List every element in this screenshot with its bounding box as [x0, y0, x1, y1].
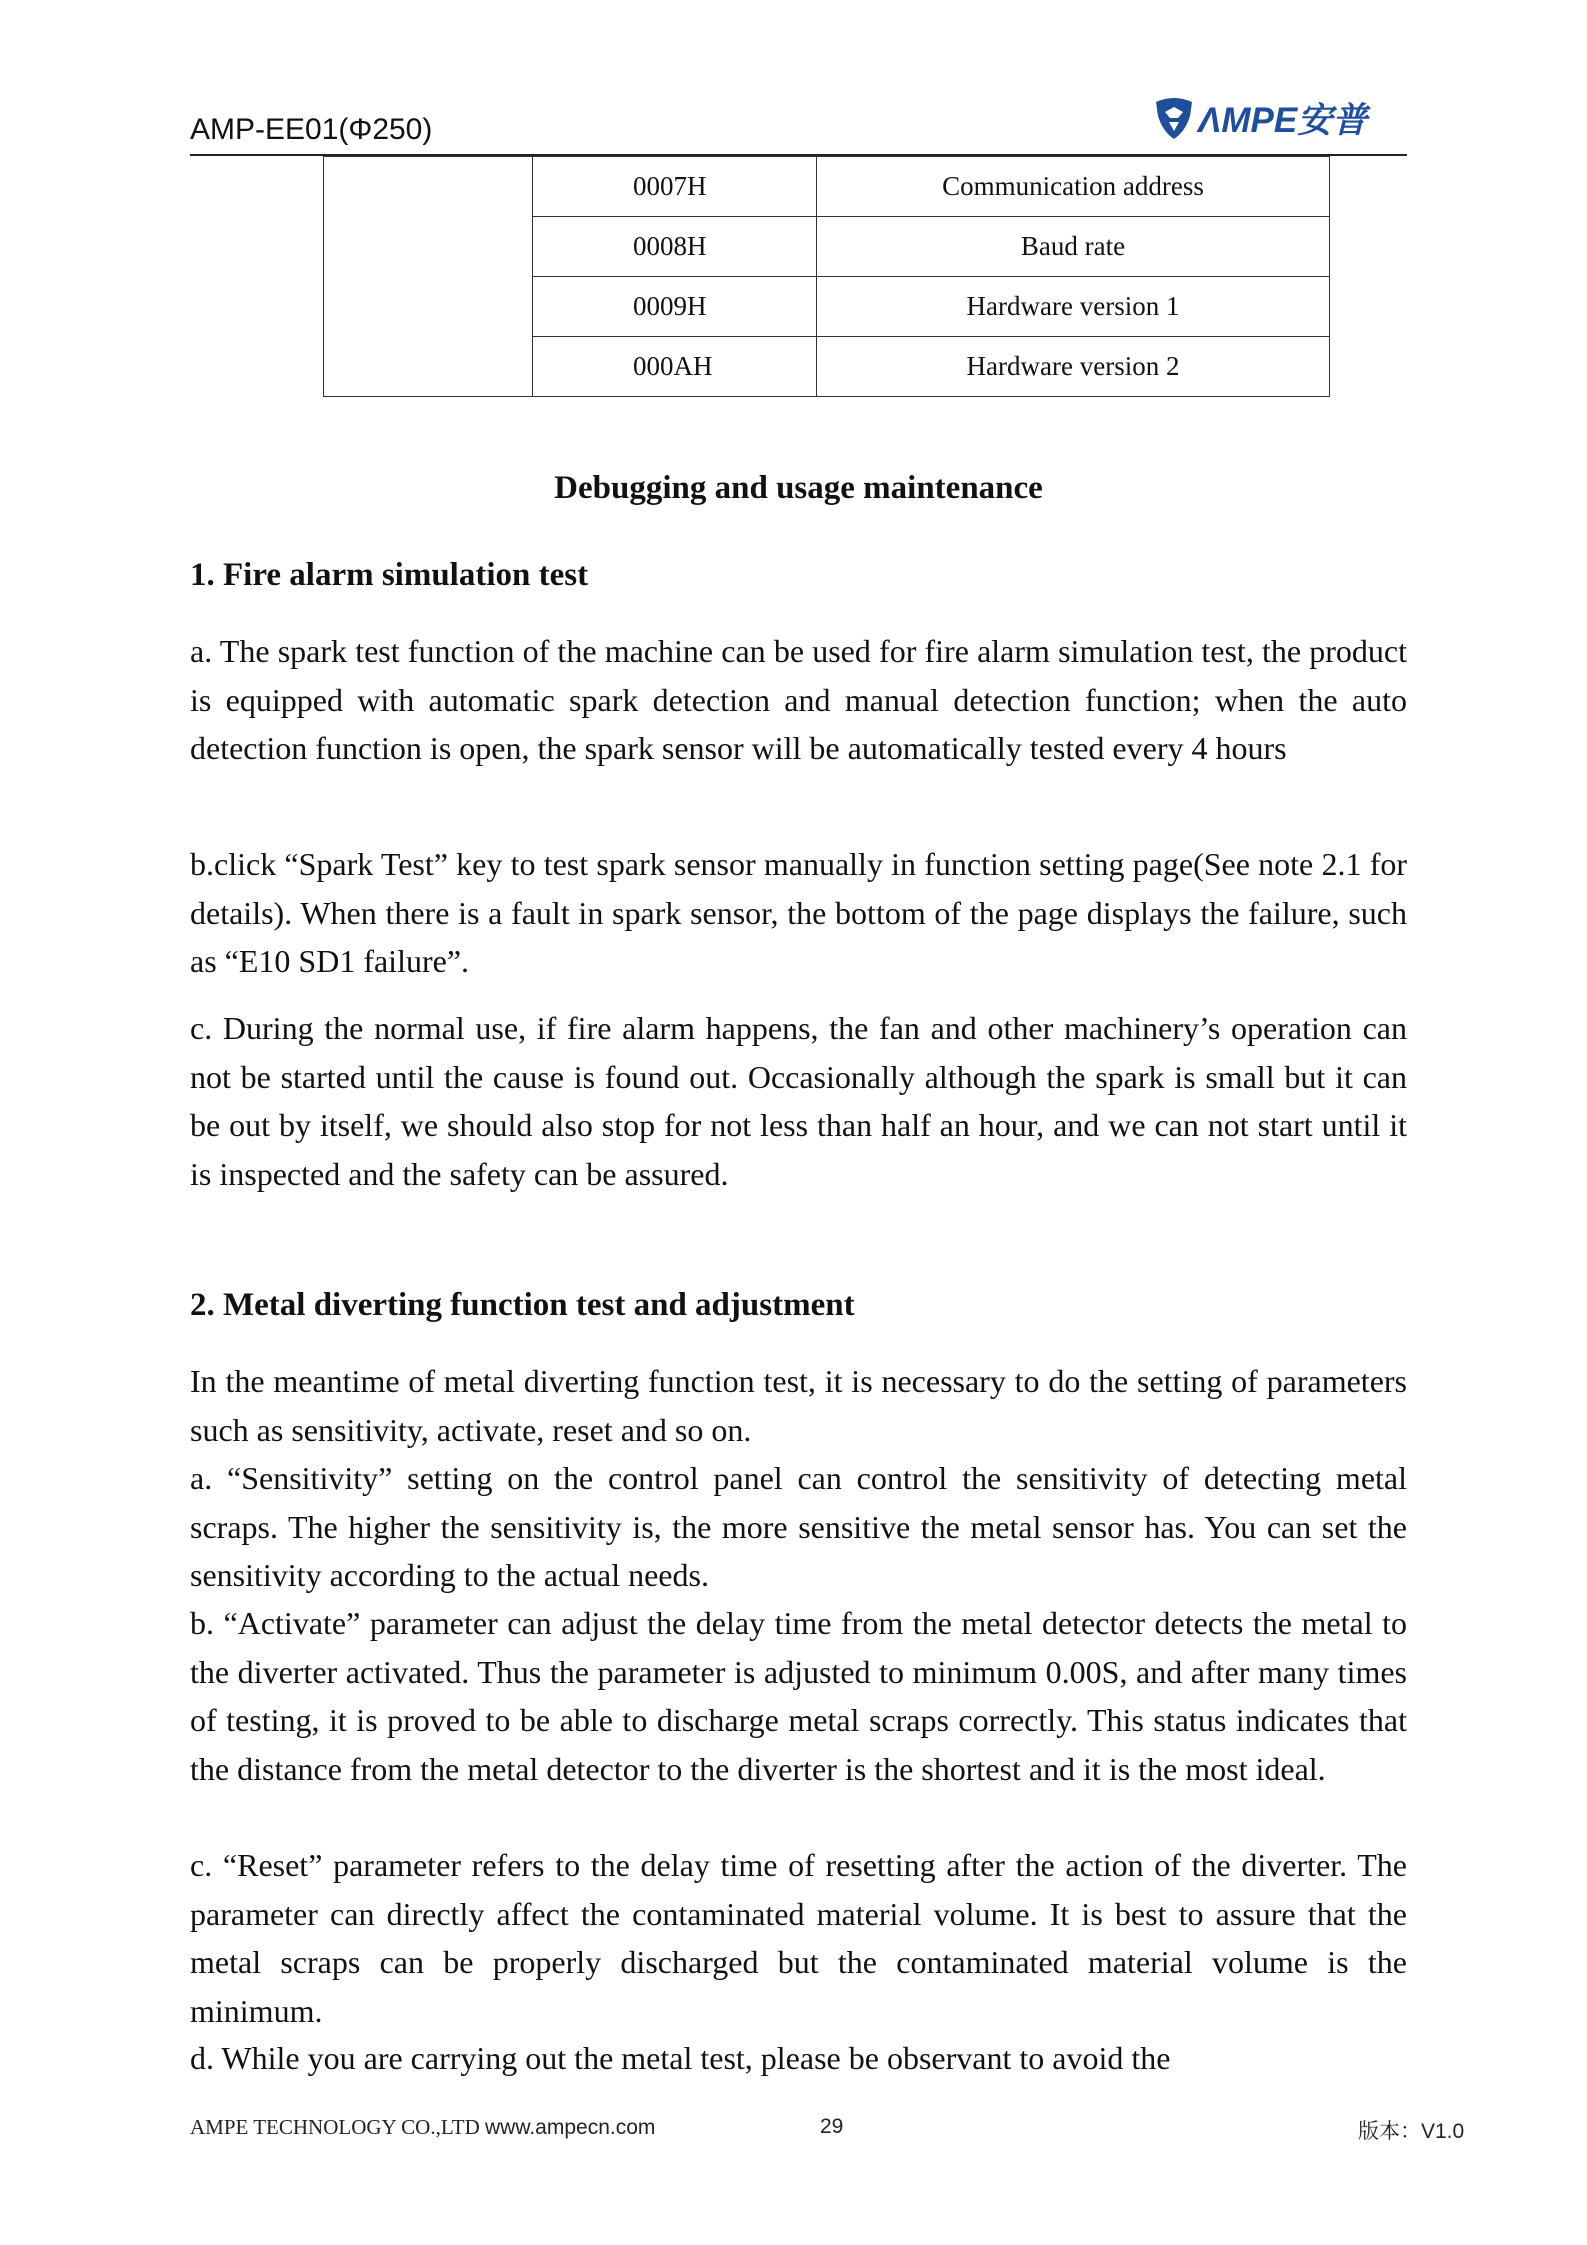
paragraph-fire-alarm-b: b.click “Spark Test” key to test spark sensor manually in function setting page(See note 2.1 for details). When there is a fault in spark sensor, the bottom of the page displays the failure, such as “E10 SD1 failure”. [190, 846, 1407, 979]
paragraph-fire-alarm-c: c. During the normal use, if fire alarm happens, the fan and other machinery’s operation can not be started until the cause is found out. Occasionally although the spark is small but it can be out by itself, we should also stop for not less than half an hour, and we can not start until it is inspected and the safety can be assured. [190, 1010, 1407, 1192]
section-heading-metal-diverting: 2. Metal diverting function test and adjustment [190, 1287, 855, 1323]
svg-text:ΛMPE安普: ΛMPE安普 [1198, 101, 1368, 140]
address-cell: 000AH [533, 337, 817, 397]
address-cell: 0008H [533, 217, 817, 277]
company-logo [1150, 92, 1390, 144]
page-number: 29 [820, 2115, 844, 2138]
header-model: AMP-EE01(Φ250) [190, 113, 433, 146]
footer-company [190, 2115, 655, 2140]
paragraph-metal-c: c. “Reset” parameter refers to the delay time of resetting after the action of the diverter. The parameter can directly affect the contaminated material volume. It is best to assure that the metal scraps can be properly discharged but the contaminated material volume is the minimum. [190, 1847, 1407, 2029]
footer-company-name: AMPE TECHNOLOGY CO.,LTD [190, 2115, 480, 2139]
logo-icon [1156, 98, 1192, 139]
description-cell: Baud rate [817, 217, 1330, 277]
address-cell: 0009H [533, 277, 817, 337]
description-cell: Hardware version 1 [817, 277, 1330, 337]
paragraph-metal-d: d. While you are carrying out the metal test, please be observant to avoid the [190, 2040, 1171, 2076]
footer-website: www.ampecn.com [484, 2116, 656, 2139]
description-cell: Communication address [817, 157, 1330, 217]
register-table [323, 156, 1330, 397]
address-cell: 0007H [533, 157, 817, 217]
paragraph-metal-intro: In the meantime of metal diverting function test, it is necessary to do the setting of parameters such as sensitivity, activate, reset and so on. [190, 1363, 1407, 1448]
description-cell: Hardware version 2 [817, 337, 1330, 397]
section-heading-fire-alarm: 1. Fire alarm simulation test [190, 557, 589, 593]
paragraph-metal-b: b. “Activate” parameter can adjust the delay time from the metal detector detects the metal to the diverter activated. Thus the parameter is adjusted to minimum 0.00S, and after many times of testing, it is proved to be able to discharge metal scraps correctly. This status indicates that the distance from the metal detector to the diverter is the shortest and it is the most ideal. [190, 1605, 1407, 1787]
paragraph-fire-alarm-a: a. The spark test function of the machine can be used for fire alarm simulation test, the product is equipped with automatic spark detection and manual detection function; when the auto detection function is open, the spark sensor will be automatically tested every 4 hours [190, 633, 1407, 766]
paragraph-metal-a: a. “Sensitivity” setting on the control panel can control the sensitivity of detecting metal scraps. The higher the sensitivity is, the more sensitive the metal sensor has. You can set the sensitivity according to the actual needs. [190, 1460, 1407, 1593]
merged-empty-cell [324, 157, 533, 397]
version-label: 版本：V1.0 [1358, 2120, 1465, 2143]
document-title: Debugging and usage maintenance [554, 470, 1043, 506]
table-row [324, 157, 1330, 217]
